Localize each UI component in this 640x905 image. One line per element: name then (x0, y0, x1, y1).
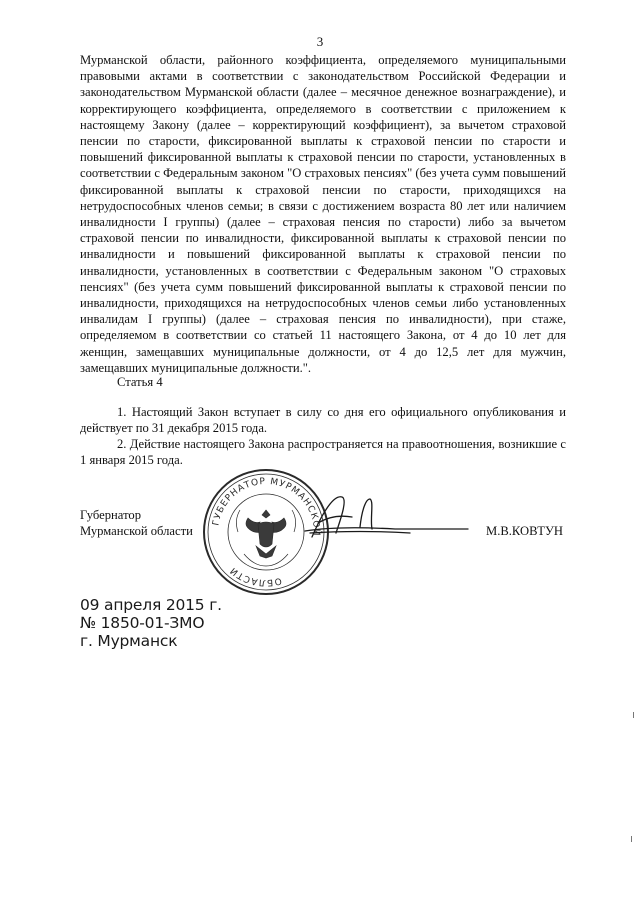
handwritten-date: 09 апреля 2015 г. (80, 596, 222, 614)
signatory-region: Мурманской области (80, 524, 193, 538)
signatory-title: Губернатор (80, 508, 141, 522)
handwritten-law-number: № 1850-01-ЗМО (80, 614, 205, 632)
seal-text-top: ГУБЕРНАТОР МУРМАНСКОЙ (211, 476, 322, 537)
article-title: Статья 4 (117, 375, 163, 389)
clause-2: 2. Действие настоящего Закона распространяется на правоотношения, возникшие с 1 января 2015 года. (80, 437, 566, 468)
svg-text:ОБЛАСТИ (228, 564, 282, 587)
scan-mark (633, 712, 634, 718)
continuation-text: Мурманской области, районного коэффициента, определяемого муниципальными правовыми актами в соответствии с законодательством Российской Федерации и законодательством Мурманской области (далее – месячное денежное вознаграждение), и корректирующего коэффициента, определяемого в соответствии с приложением к настоящему Закону (далее – корректирующий коэффициент), за вычетом страховой пенсии по старости, фиксированной выплаты к страховой пенсии по старости и повышений фиксированной выплаты к страховой пенсии по старости, установленных в соответствии с Федеральным законом "О страховых пенсиях" (без учета сумм повышений фиксированной выплаты к страховой пенсии по старости, приходящихся на нетрудоспособных членов семьи; в связи с достижением возраста 80 лет или наличием инвалидности I группы) (далее – страховая пенсия по старости) либо за вычетом страховой пенсии по инвалидности, фиксированной выплаты к страховой пенсии по инвалидности и повышений фиксированной выплаты к страховой пенсии по инвалидности, установленных в соответствии с Федеральным законом "О страховых пенсиях" (без учета сумм повышений фиксированной выплаты к страховой пенсии по инвалидности, приходящихся на нетрудоспособных членов семьи либо установленных инвалидам I группы) (далее – страховая пенсия по инвалидности), при стаже, определяемом в соответствии со статьей 11 настоящего Закона, от 4 до 10 лет для женщин, замещавших муниципальные должности, от 4 до 12,5 лет для мужчин, замещавших муниципальные должности.". (80, 53, 566, 375)
body-paragraph (80, 52, 566, 376)
page-number: 3 (316, 34, 324, 49)
clause-1: 1. Настоящий Закон вступает в силу со дня его официального опубликования и действует по 31 декабря 2015 года. (80, 405, 566, 436)
scan-mark (631, 836, 632, 842)
signatory-name: М.В.КОВТУН (486, 524, 564, 538)
seal-text-bottom: ОБЛАСТИ (228, 564, 283, 588)
handwritten-city: г. Мурманск (80, 632, 178, 650)
signature-icon (300, 487, 475, 547)
